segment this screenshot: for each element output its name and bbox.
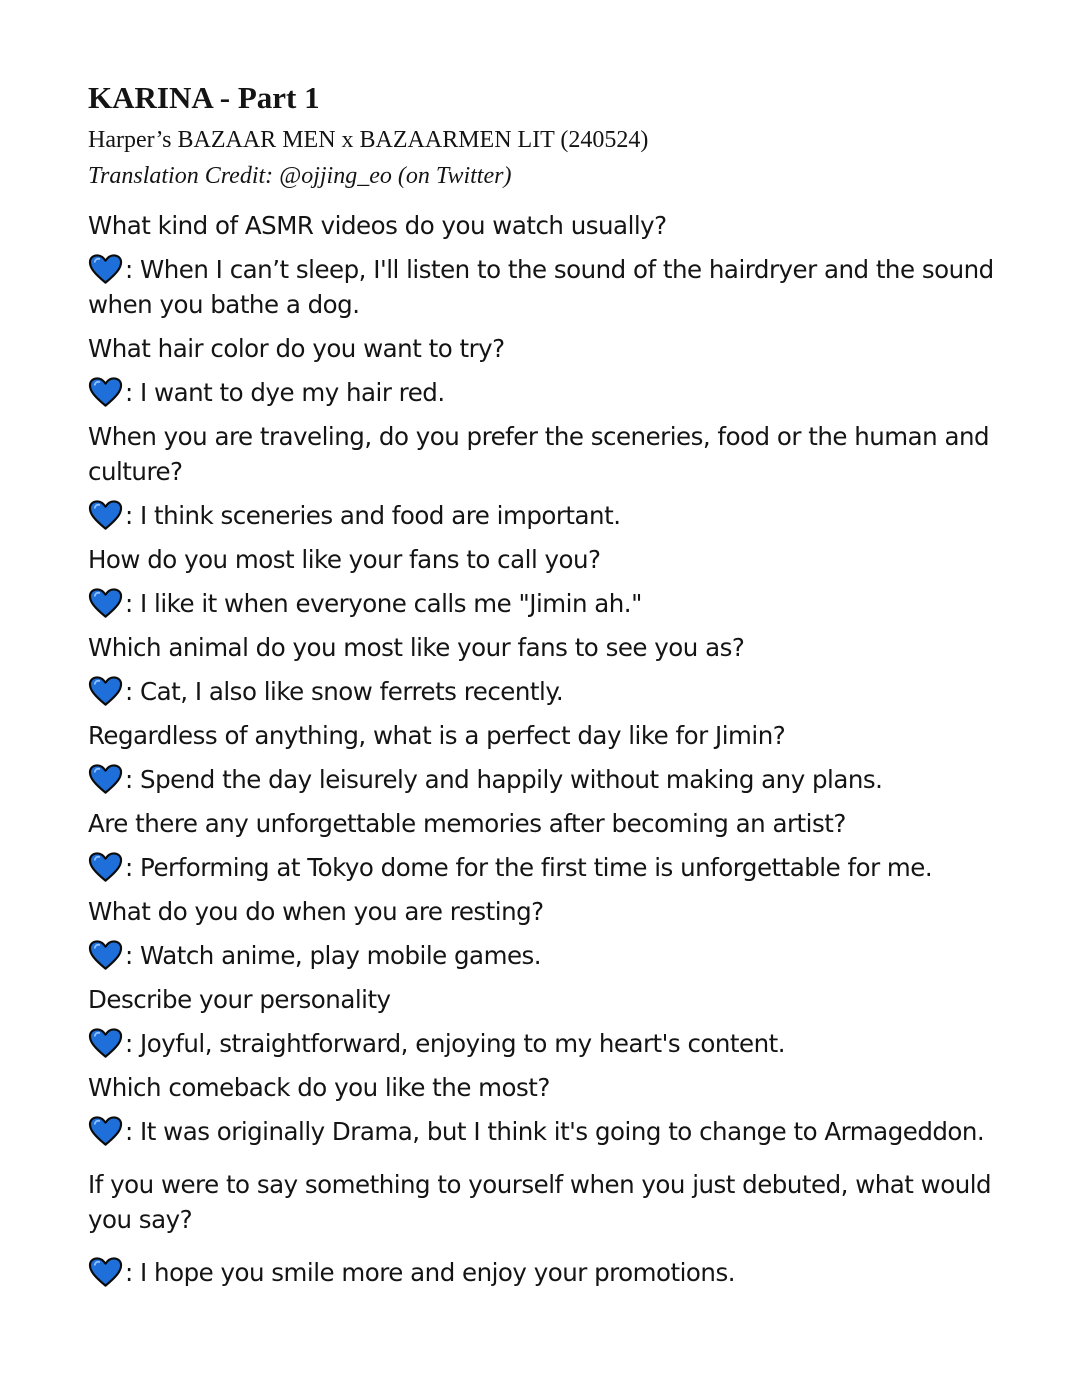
answer — [88, 375, 1018, 410]
answer-text: : When I can’t sleep, I'll listen to the sound of the hairdryer and the sound when you bathe a dog. — [88, 255, 994, 319]
question: When you are traveling, do you prefer the sceneries, food or the human and culture? — [88, 422, 990, 486]
answer — [88, 1255, 1018, 1290]
blue-heart-icon — [88, 499, 123, 531]
qa-item — [88, 630, 1018, 709]
answer-text: : I hope you smile more and enjoy your promotions. — [125, 1258, 736, 1287]
qa-item — [88, 208, 1018, 322]
answer-text: : Performing at Tokyo dome for the first time is unforgettable for me. — [125, 853, 933, 882]
question: Are there any unforgettable memories after becoming an artist? — [88, 809, 846, 838]
blue-heart-icon — [88, 851, 123, 883]
translation-credit: Translation Credit: @ojjing_eo (on Twitter) — [88, 163, 512, 189]
qa-item — [88, 718, 1018, 797]
document-page — [88, 78, 1018, 1299]
answer-text: : I think sceneries and food are important. — [125, 501, 621, 530]
question: Regardless of anything, what is a perfect day like for Jimin? — [88, 721, 786, 750]
page-title: KARINA - Part 1 — [88, 80, 320, 115]
answer-text: : Watch anime, play mobile games. — [125, 941, 542, 970]
answer — [88, 938, 1018, 973]
qa-item — [88, 1070, 1018, 1149]
answer-text: : It was originally Drama, but I think it's going to change to Armageddon. — [125, 1117, 985, 1146]
answer-text: : I want to dye my hair red. — [125, 378, 445, 407]
blue-heart-icon — [88, 763, 123, 795]
answer — [88, 498, 1018, 533]
answer — [88, 850, 1018, 885]
blue-heart-icon — [88, 939, 123, 971]
question: Which comeback do you like the most? — [88, 1073, 550, 1102]
question: If you were to say something to yourself when you just debuted, what would you say? — [88, 1170, 992, 1234]
qa-item — [88, 331, 1018, 410]
blue-heart-icon — [88, 376, 123, 408]
answer — [88, 586, 1018, 621]
answer — [88, 674, 1018, 709]
qa-item — [88, 419, 1018, 533]
blue-heart-icon — [88, 253, 123, 285]
question: What hair color do you want to try? — [88, 334, 505, 363]
qa-list — [88, 208, 1018, 1290]
answer — [88, 1114, 1018, 1149]
answer-text: : Spend the day leisurely and happily without making any plans. — [125, 765, 883, 794]
qa-item — [88, 542, 1018, 621]
qa-item — [88, 1167, 1018, 1290]
answer-text: : Cat, I also like snow ferrets recently. — [125, 677, 564, 706]
blue-heart-icon — [88, 587, 123, 619]
answer-text: : Joyful, straightforward, enjoying to my heart's content. — [125, 1029, 786, 1058]
source-subtitle: Harper’s BAZAAR MEN x BAZAARMEN LIT (240524) — [88, 127, 649, 153]
answer — [88, 1026, 1018, 1061]
question: Which animal do you most like your fans to see you as? — [88, 633, 745, 662]
answer — [88, 762, 1018, 797]
blue-heart-icon — [88, 1256, 123, 1288]
question: Describe your personality — [88, 985, 391, 1014]
question: What kind of ASMR videos do you watch usually? — [88, 211, 667, 240]
blue-heart-icon — [88, 1027, 123, 1059]
question: What do you do when you are resting? — [88, 897, 544, 926]
blue-heart-icon — [88, 675, 123, 707]
qa-item — [88, 982, 1018, 1061]
answer-text: : I like it when everyone calls me "Jimin ah." — [125, 589, 642, 618]
qa-item — [88, 806, 1018, 885]
qa-item — [88, 894, 1018, 973]
question: How do you most like your fans to call you? — [88, 545, 601, 574]
answer — [88, 252, 1018, 322]
blue-heart-icon — [88, 1115, 123, 1147]
